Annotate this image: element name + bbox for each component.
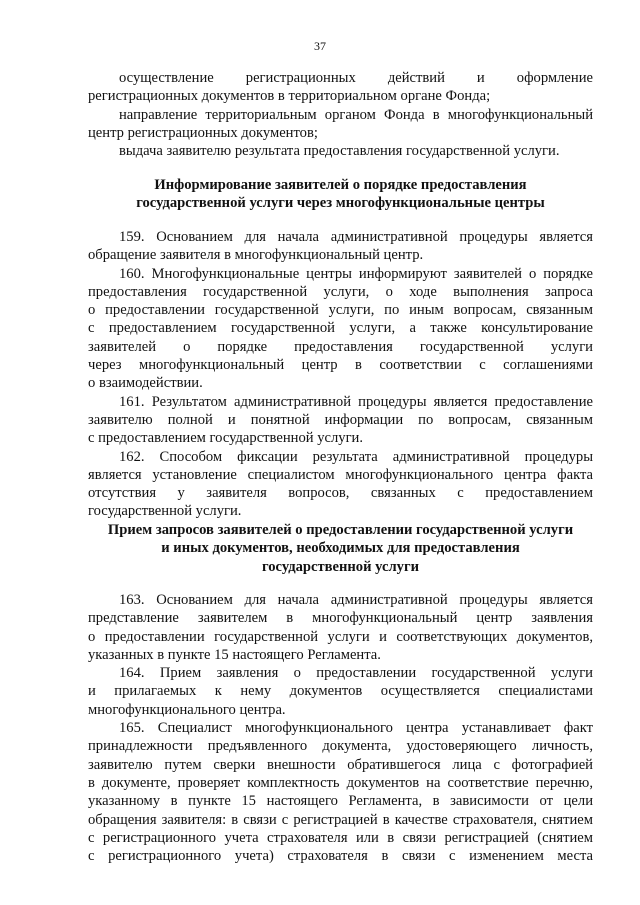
text-line: государственной услуги. <box>88 503 242 520</box>
text-line: является установление специалистом многофункционального центра факта <box>88 466 593 483</box>
text-line: обращения заявителя: в связи с регистрацией в качестве страхователя, снятием <box>88 811 593 828</box>
heading-line: Прием запросов заявителей о предоставлении государственной услуги <box>107 522 574 538</box>
text-line: о предоставлении государственной услуги и соответствующих документов, <box>88 628 593 645</box>
text-line: с регистрационного учета страхователя или в связи регистрацией (снятием <box>88 829 593 846</box>
text-line: направление территориальным органом Фонда в многофункциональный <box>119 106 593 123</box>
text-line: 164. Прием заявления о предоставлении государственной услуги <box>119 665 593 682</box>
text-line: заявителю путем сверки внешности обратившегося лица с фотографией <box>88 756 593 773</box>
text-line: с предоставлением государственной услуги, а также консультирование <box>88 320 593 337</box>
paragraph-block-items-159-162 <box>88 228 593 521</box>
text-line: многофункционального центра. <box>88 701 286 718</box>
text-line: заявителю полной и понятной информации по вопросам, связанным <box>88 411 593 428</box>
text-line: отсутствия у заявителя вопросов, связанных с предоставлением <box>88 485 593 502</box>
text-line: 160. Многофункциональные центры информируют заявителей о порядке <box>119 265 593 282</box>
text-line: и прилагаемых к нему документов осуществляется специалистами <box>88 683 593 700</box>
text-line: 162. Способом фиксации результата административной процедуры <box>119 448 593 465</box>
text-line: принадлежности предъявленного документа, удостоверяющего личность, <box>88 738 593 755</box>
heading-line: государственной услуги <box>261 558 420 575</box>
text-line: 165. Специалист многофункционального центра устанавливает факт <box>119 720 593 737</box>
heading-line: Информирование заявителей о порядке предоставления <box>154 177 527 193</box>
text-line: обращение заявителя в многофункциональный центр. <box>88 247 424 264</box>
text-line: заявителей о порядке предоставления государственной услуги <box>88 338 593 355</box>
text-line: указанных в пункте 15 настоящего Регламента. <box>88 646 381 663</box>
text-line: предоставления государственной услуги, о ходе выполнения запроса <box>88 283 593 300</box>
text-line: представление заявителем в многофункциональный центр заявления <box>88 610 593 627</box>
paragraph-block-procedure-steps <box>88 69 593 160</box>
text-line: с регистрационного учета) страхователя в связи с изменением места <box>88 848 593 865</box>
text-line: 159. Основанием для начала административной процедуры является <box>119 229 593 245</box>
text-line: осуществление регистрационных действий и оформление <box>119 70 593 86</box>
text-line: 161. Результатом административной процедуры является предоставление <box>119 393 593 410</box>
page-number: 37 <box>314 39 326 53</box>
paragraph-block-items-163-165 <box>88 591 593 865</box>
text-line: регистрационных документов в территориальном органе Фонда; <box>88 88 491 105</box>
text-line: в документе, проверяет комплектность документов на соответствие перечню, <box>88 774 593 791</box>
text-line: выдача заявителю результата предоставления государственной услуги. <box>119 143 560 160</box>
heading-line: государственной услуги через многофункциональные центры <box>136 195 545 212</box>
text-line: центр регистрационных документов; <box>88 124 318 141</box>
text-line: 163. Основанием для начала административной процедуры является <box>119 592 593 608</box>
text-line: о предоставлении государственной услуги, по иным вопросам, связанным <box>88 302 593 319</box>
section-heading-request-reception <box>88 521 593 576</box>
text-line: с предоставлением государственной услуги. <box>88 430 364 447</box>
section-heading-informing <box>88 176 593 213</box>
text-line: о взаимодействии. <box>88 375 203 392</box>
text-line: указанному в пункте 15 настоящего Регламента, в зависимости от цели <box>88 793 593 810</box>
text-line: через многофункциональный центр в соответствии с соглашениями <box>88 357 593 374</box>
heading-line: и иных документов, необходимых для предоставления <box>161 540 520 557</box>
